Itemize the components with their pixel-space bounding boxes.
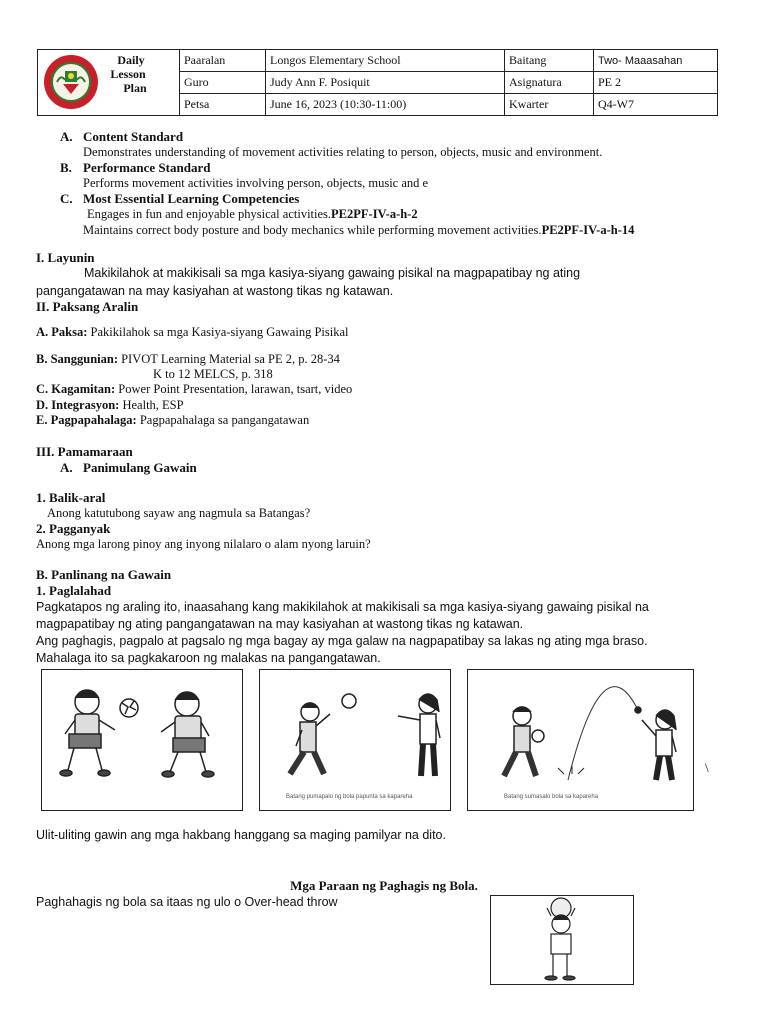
para2-line2: Mahalaga ito sa pagkakaroon ng malakas na pangangatawan.: [36, 651, 381, 665]
header-label: Kwarter: [505, 94, 594, 116]
paksang-heading: II. Paksang Aralin: [36, 299, 139, 314]
kagamitan-value: Power Point Presentation, larawan, tsart, video: [118, 382, 353, 396]
sanggunian-value1: PIVOT Learning Material sa PE 2, p. 28-34: [121, 352, 340, 366]
standard-b-title: Performance Standard: [83, 160, 211, 175]
layunin-line1: Makikilahok at makikisali sa mga kasiya-siyang gawaing pisikal na magpapatibay ng ating: [84, 266, 581, 280]
header-value: Two- Maaasahan: [594, 50, 718, 72]
header-value: PE 2: [594, 72, 718, 94]
competency-1: [87, 207, 418, 222]
dlp-title-line1: Daily: [117, 53, 145, 67]
picture-overhead-throw: [490, 895, 634, 985]
standard-c-title: Most Essential Learning Competencies: [83, 191, 300, 206]
ulit-text: Ulit-uliting gawin ang mga hakbang hanggang sa maging pamilyar na dito.: [36, 828, 446, 842]
para2-line1: Ang paghagis, pagpalo at pagsalo ng mga bagay ay mga galaw na nagpapatibay sa lakas ng ating mga braso.: [36, 634, 648, 648]
header-label: Baitang: [505, 50, 594, 72]
school-seal-icon: [43, 54, 99, 110]
pamamaraan-a-letter: A.: [60, 460, 73, 475]
pagpapahalaga-row: [36, 413, 309, 428]
hitting-ball-illustration: [260, 670, 450, 792]
paksa-value: Pakikilahok sa mga Kasiya-siyang Gawaing Pisikal: [90, 325, 349, 339]
paksa-row: [36, 325, 348, 340]
pagpapahalaga-value: Pagpapahalaga sa pangangatawan: [139, 413, 310, 427]
header-value: Q4-W7: [594, 94, 718, 116]
sanggunian-row: [36, 352, 340, 367]
pagpapahalaga-label: E. Pagpapahalaga:: [36, 413, 137, 427]
competency-1-text: Engages in fun and enjoyable physical activities.: [87, 207, 332, 221]
competency-1-code: PE2PF-IV-a-h-2: [331, 207, 418, 221]
pamamaraan-a-title: Panimulang Gawain: [83, 460, 197, 475]
pamamaraan-heading: III. Pamamaraan: [36, 444, 133, 459]
pagganyak-heading: 2. Pagganyak: [36, 521, 111, 536]
picture-2-caption: Batang pumapalo ng bola papunta sa kapareha: [286, 794, 413, 800]
competency-2: [83, 223, 634, 238]
balik-text: Anong katutubong sayaw ang nagmula sa Batangas?: [47, 506, 311, 520]
kagamitan-label: C. Kagamitan:: [36, 382, 116, 396]
paglalahad-heading: 1. Paglalahad: [36, 583, 112, 598]
header-label: Asignatura: [505, 72, 594, 94]
picture-hitting-ball: [259, 669, 451, 811]
kids-ball-illustration: [42, 670, 242, 810]
header-table: [37, 49, 718, 116]
pagganyak-text: Anong mga larong pinoy ang inyong nilalaro o alam nyong laruin?: [36, 537, 371, 551]
standard-b-text: Performs movement activities involving person, objects, music and e: [83, 176, 429, 190]
para1-line2: magpapatibay ng ating pangangatawan na may kasiyahan at wastong tikas ng katawan.: [36, 617, 524, 631]
picture-catching-ball: [467, 669, 694, 811]
header-value: Judy Ann F. Posiquit: [266, 72, 505, 94]
competency-2-code: PE2PF-IV-a-h-14: [541, 223, 635, 237]
para1-line1: Pagkatapos ng araling ito, inaasahang kang makikilahok at makikisali sa mga kasiya-siyang gawaing pisikal na: [36, 600, 649, 614]
dlp-title-line2: Lesson: [110, 67, 146, 81]
header-label: Guro: [180, 72, 266, 94]
overhead-throw-illustration: [491, 896, 633, 984]
standard-a-title: Content Standard: [83, 129, 184, 144]
header-value: Longos Elementary School: [266, 50, 505, 72]
sanggunian-value2: K to 12 MELCS, p. 318: [153, 367, 273, 381]
standard-c-letter: C.: [60, 191, 73, 206]
standard-b-letter: B.: [60, 160, 72, 175]
integrasyon-label: D. Integrasyon:: [36, 398, 120, 412]
layunin-line2: pangangatawan na may kasiyahan at wastong tikas ng katawan.: [36, 284, 394, 298]
picture-3-caption: Batang sumasalo bola sa kapareha: [504, 794, 599, 800]
header-value: June 16, 2023 (10:30-11:00): [266, 94, 505, 116]
competency-2-text: Maintains correct body posture and body mechanics while performing movement activities.: [83, 223, 542, 237]
integrasyon-value: Health, ESP: [122, 398, 184, 412]
header-label: Paaralan: [180, 50, 266, 72]
paraan-heading: Mga Paraan ng Paghagis ng Bola.: [290, 878, 478, 893]
standard-a-letter: A.: [60, 129, 73, 144]
picture-kids-playing-ball: [41, 669, 243, 811]
integrasyon-row: [36, 398, 184, 413]
standard-a-text: Demonstrates understanding of movement activities relating to person, objects, music and environment.: [83, 145, 603, 159]
dlp-title-line3: Plan: [123, 81, 147, 95]
logo-cell: [38, 50, 180, 116]
stray-mark: \: [705, 760, 709, 775]
sanggunian-label: B. Sanggunian:: [36, 352, 118, 366]
header-label: Petsa: [180, 94, 266, 116]
paraan-text: Paghahagis ng bola sa itaas ng ulo o Over-head throw: [36, 895, 338, 909]
layunin-heading: I. Layunin: [36, 250, 95, 265]
balik-heading: 1. Balik-aral: [36, 490, 106, 505]
paksa-label: A. Paksa:: [36, 325, 88, 339]
catching-ball-illustration: [468, 670, 693, 792]
panlinang-heading: B. Panlinang na Gawain: [36, 567, 172, 582]
kagamitan-row: [36, 382, 352, 397]
